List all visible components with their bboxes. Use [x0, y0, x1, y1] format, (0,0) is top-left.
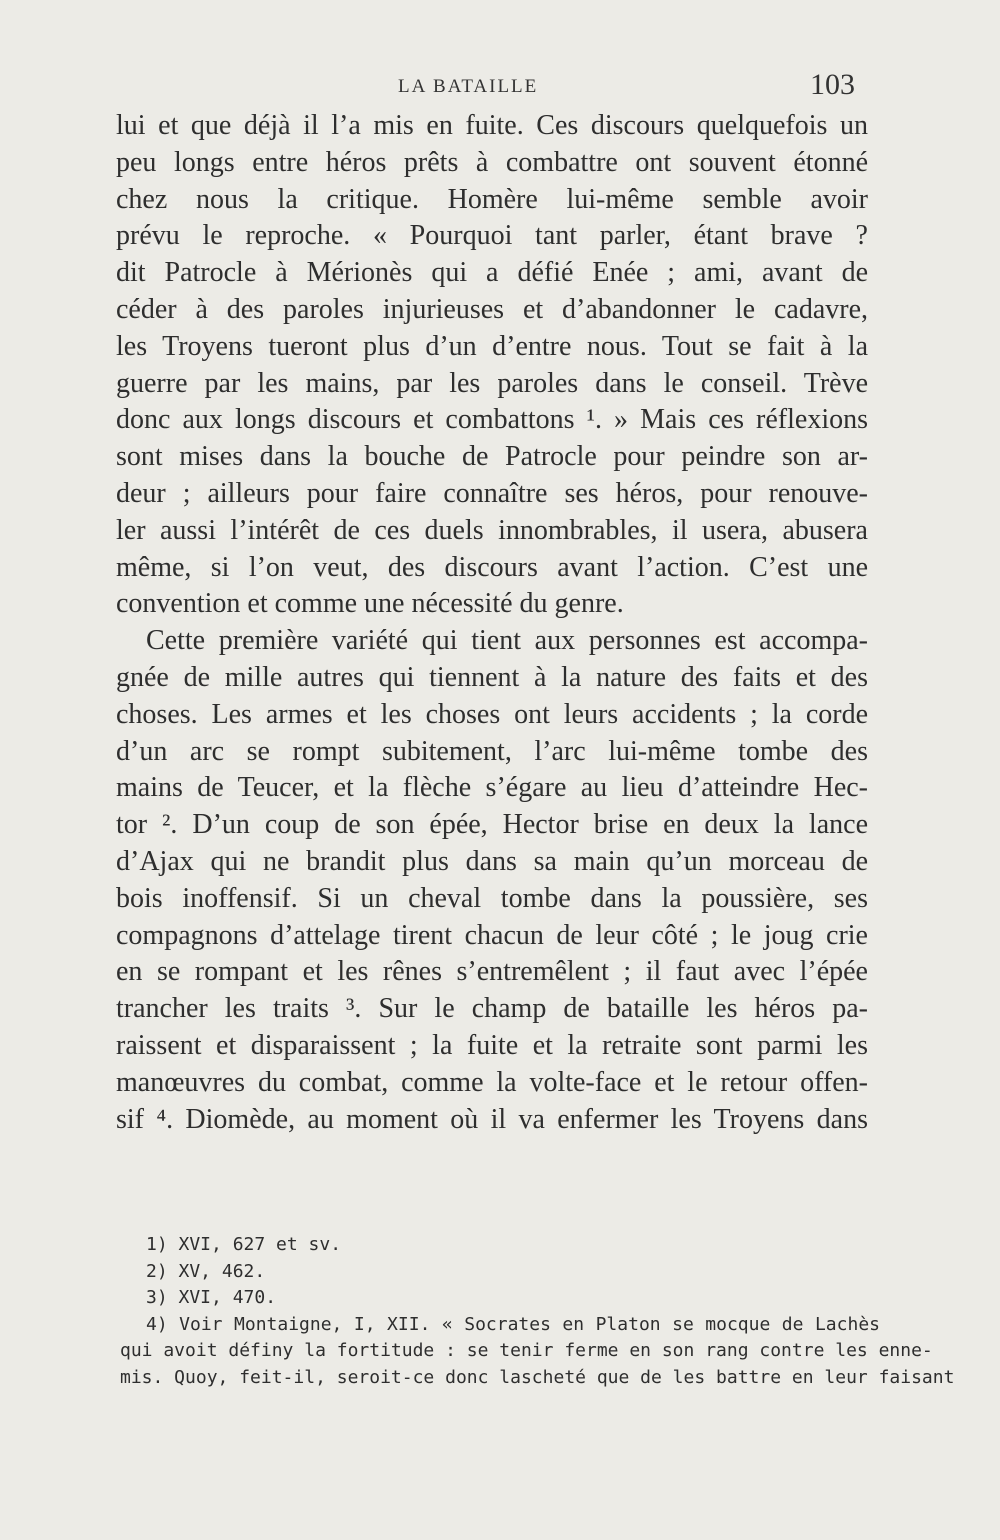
body-line: donc aux longs discours et combattons ¹. » Mais ces réflexions — [116, 404, 868, 436]
page-number: 103 — [810, 68, 855, 101]
body-line: trancher les traits ³. Sur le champ de bataille les héros pa- — [116, 993, 868, 1025]
footnote-2: 2) XV, 462. — [146, 1260, 266, 1282]
body-line-paragraph-start: Cette première variété qui tient aux personnes est accompa- — [146, 625, 868, 657]
body-line: céder à des paroles injurieuses et d’abandonner le cadavre, — [116, 293, 868, 325]
running-title: LA BATAILLE — [398, 76, 539, 97]
body-line: prévu le reproche. « Pourquoi tant parler, étant brave ? — [116, 220, 868, 252]
body-line: lui et que déjà il l’a mis en fuite. Ces discours quelquefois un — [116, 110, 868, 141]
footnote-4-continuation: mis. Quoy, feit-il, seroit-ce donc lascheté que de les battre en leur faisant — [120, 1366, 955, 1388]
footnote-1: 1) XVI, 627 et sv. — [146, 1234, 342, 1255]
body-line: d’Ajax qui ne brandit plus dans sa main qu’un morceau de — [116, 845, 868, 877]
body-line: deur ; ailleurs pour faire connaître ses héros, pour renouve- — [116, 477, 868, 509]
body-line: en se rompant et les rênes s’entremêlent ; il faut avec l’épée — [116, 956, 868, 988]
body-line: raissent et disparaissent ; la fuite et la retraite sont parmi les — [116, 1029, 868, 1061]
body-line: sif ⁴. Diomède, au moment où il va enfermer les Troyens dans — [116, 1103, 868, 1135]
footnote-4-continuation: qui avoit définy la fortitude : se tenir ferme en son rang contre les enne- — [120, 1340, 933, 1361]
body-line: ler aussi l’intérêt de ces duels innombrables, il usera, abusera — [116, 514, 868, 546]
footnote-3: 3) XVI, 470. — [146, 1287, 277, 1308]
body-line: bois inoffensif. Si un cheval tombe dans la poussière, ses — [116, 882, 868, 914]
body-line: manœuvres du combat, comme la volte-face et le retour offen- — [116, 1066, 868, 1098]
body-line: gnée de mille autres qui tiennent à la nature des faits et des — [116, 661, 868, 693]
body-line: sont mises dans la bouche de Patrocle pour peindre son ar- — [116, 441, 868, 473]
body-line: peu longs entre héros prêts à combattre ont souvent étonné — [116, 146, 868, 178]
body-line: choses. Les armes et les choses ont leurs accidents ; la corde — [116, 698, 868, 730]
body-line: chez nous la critique. Homère lui-même semble avoir — [116, 183, 868, 215]
footnotes — [120, 1232, 955, 1391]
body-line: guerre par les mains, par les paroles dans le conseil. Trève — [116, 367, 868, 399]
footnote-4: 4) Voir Montaigne, I, XII. « Socrates en Platon se mocque de Lachès — [146, 1313, 880, 1335]
body-line: mains de Teucer, et la flèche s’égare au lieu d’atteindre Hec- — [116, 772, 868, 804]
body-line-paragraph-end: convention et comme une nécessité du genre. — [116, 588, 624, 620]
running-head — [0, 68, 1000, 104]
body-line: dit Patrocle à Mérionès qui a défié Enée ; ami, avant de — [116, 257, 868, 289]
body-text — [116, 108, 868, 1138]
body-line: d’un arc se rompt subitement, l’arc lui-même tombe des — [116, 735, 868, 767]
body-line: compagnons d’attelage tirent chacun de leur côté ; le joug crie — [116, 919, 868, 951]
body-line: même, si l’on veut, des discours avant l’action. C’est une — [116, 551, 868, 583]
body-line: tor ². D’un coup de son épée, Hector brise en deux la lance — [116, 809, 868, 841]
body-line: les Troyens tueront plus d’un d’entre nous. Tout se fait à la — [116, 330, 868, 362]
